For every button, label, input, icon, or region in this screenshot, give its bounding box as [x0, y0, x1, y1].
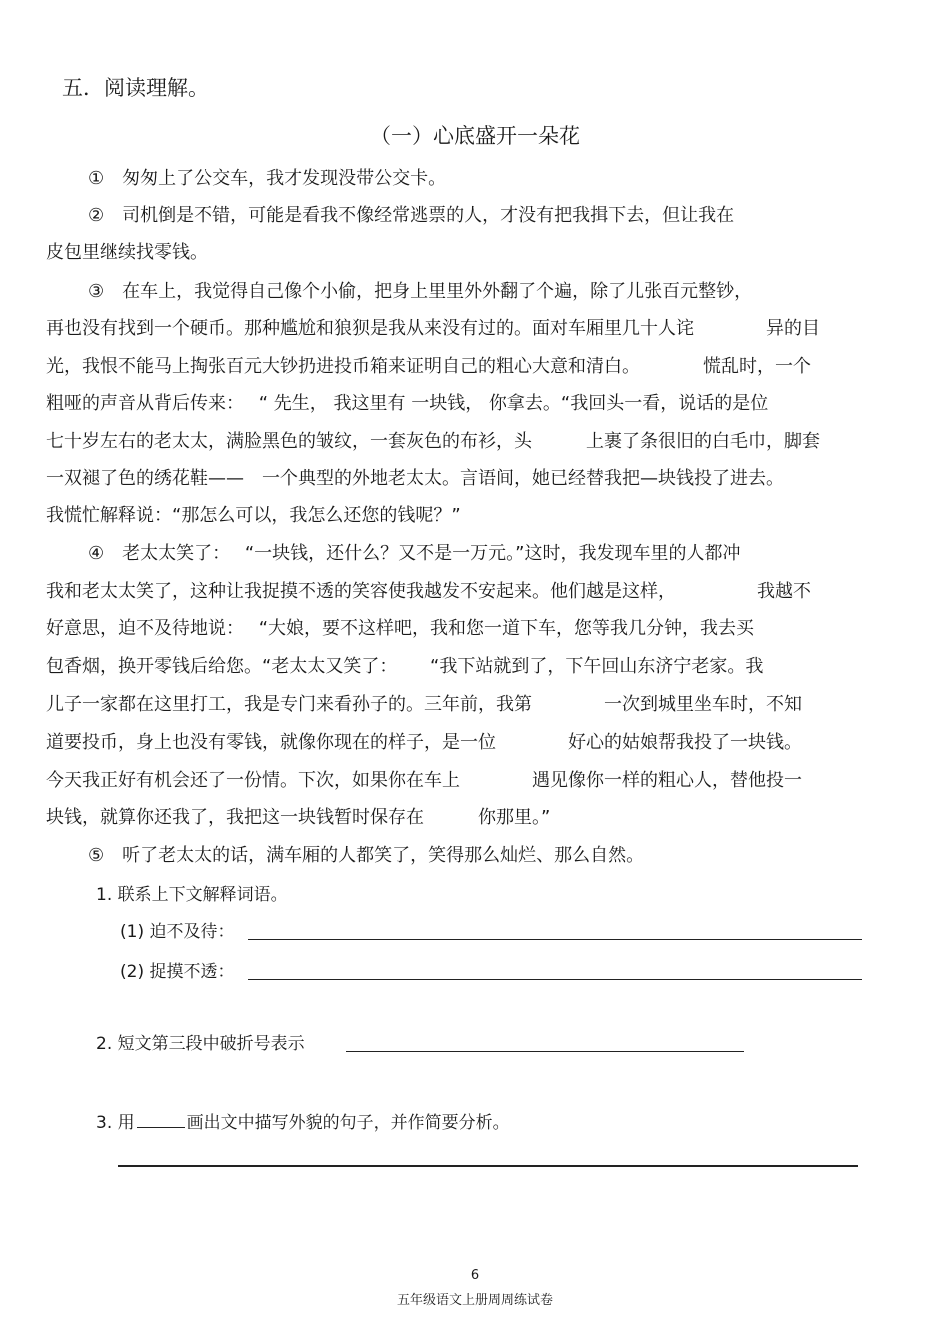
question-3-prefix: 3. 用 [96, 1113, 135, 1133]
section-heading: 五．阅读理解。 [62, 76, 209, 100]
question-3 [96, 1111, 510, 1135]
question-1-heading: 1. 联系上下文解释词语。 [96, 885, 288, 905]
passage-line: ④ 老太太笑了： “一块钱，还什么？又不是一万元。”这时，我发现车里的人都冲 [88, 543, 741, 564]
passage-line: 光，我恨不能马上掏张百元大钞扔进投币箱来证明自己的粗心大意和清白。 慌乱时，一个 [46, 356, 811, 377]
answer-line[interactable] [248, 979, 862, 980]
passage-title: （一）心底盛开一朵花 [370, 124, 580, 148]
passage-line: ⑤ 听了老太太的话，满车厢的人都笑了，笑得那么灿烂、那么自然。 [88, 845, 645, 866]
underline-mark [137, 1113, 185, 1128]
passage-line: 包香烟，换开零钱后给您。“老太太又笑了： “我下站就到了，下午回山东济宁老家。我 [46, 656, 764, 677]
passage-line: 我慌忙解释说：“那怎么可以，我怎么还您的钱呢？” [46, 505, 461, 526]
answer-line[interactable] [248, 939, 862, 940]
question-3-suffix: 画出文中描写外貌的句子，并作简要分析。 [186, 1113, 510, 1133]
passage-line: 我和老太太笑了，这种让我捉摸不透的笑容使我越发不安起来。他们越是这样， 我越不 [46, 581, 811, 602]
question-2: 2. 短文第三段中破折号表示 [96, 1034, 305, 1054]
passage-line: 皮包里继续找零钱。 [46, 242, 208, 263]
passage-line: 七十岁左右的老太太，满脸黑色的皱纹，一套灰色的布衫，头 上裹了条很旧的白毛巾，脚套 [46, 431, 820, 452]
answer-line[interactable] [118, 1165, 858, 1167]
passage-line: 块钱，就算你还我了，我把这一块钱暂时保存在 你那里。” [46, 807, 551, 828]
passage-line: 儿子一家都在这里打工，我是专门来看孙子的。三年前，我第 一次到城里坐车时，不知 [46, 694, 802, 715]
passage-line: 粗哑的声音从背后传来： “ 先生， 我这里有 一块钱， 你拿去。“我回头一看，说话的是位 [46, 393, 769, 414]
page-number: 6 [470, 1268, 480, 1283]
question-1-item-label: (2) 捉摸不透： [120, 962, 235, 982]
passage-line: 今天我正好有机会还了一份情。下次，如果你在车上 遇见像你一样的粗心人，替他投一 [46, 770, 802, 791]
passage-line: ① 匆匆上了公交车，我才发现没带公交卡。 [88, 168, 447, 189]
footer-title: 五年级语文上册周周练试卷 [396, 1293, 553, 1308]
passage-line: ② 司机倒是不错，可能是看我不像经常逃票的人，才没有把我揖下去，但让我在 [88, 205, 735, 226]
passage-line: 道要投币，身上也没有零钱，就像你现在的样子，是一位 好心的姑娘帮我投了一块钱。 [46, 732, 802, 753]
question-1-item-label: (1) 迫不及待： [120, 922, 235, 942]
passage-line: 再也没有找到一个硬币。那种尴尬和狼狈是我从来没有过的。面对车厢里几十人诧 异的目 [46, 318, 820, 339]
passage-line: 一双褪了色的绣花鞋—— 一个典型的外地老太太。言语间，她已经替我把—块钱投了进去。 [46, 468, 784, 489]
passage-line: 好意思，迫不及待地说： “大娘，要不这样吧，我和您一道下车，您等我几分钟，我去买 [46, 618, 755, 639]
answer-line[interactable] [346, 1051, 744, 1052]
passage-line: ③ 在车上，我觉得自己像个小偷，把身上里里外外翻了个遍，除了儿张百元整钞， [88, 281, 753, 302]
